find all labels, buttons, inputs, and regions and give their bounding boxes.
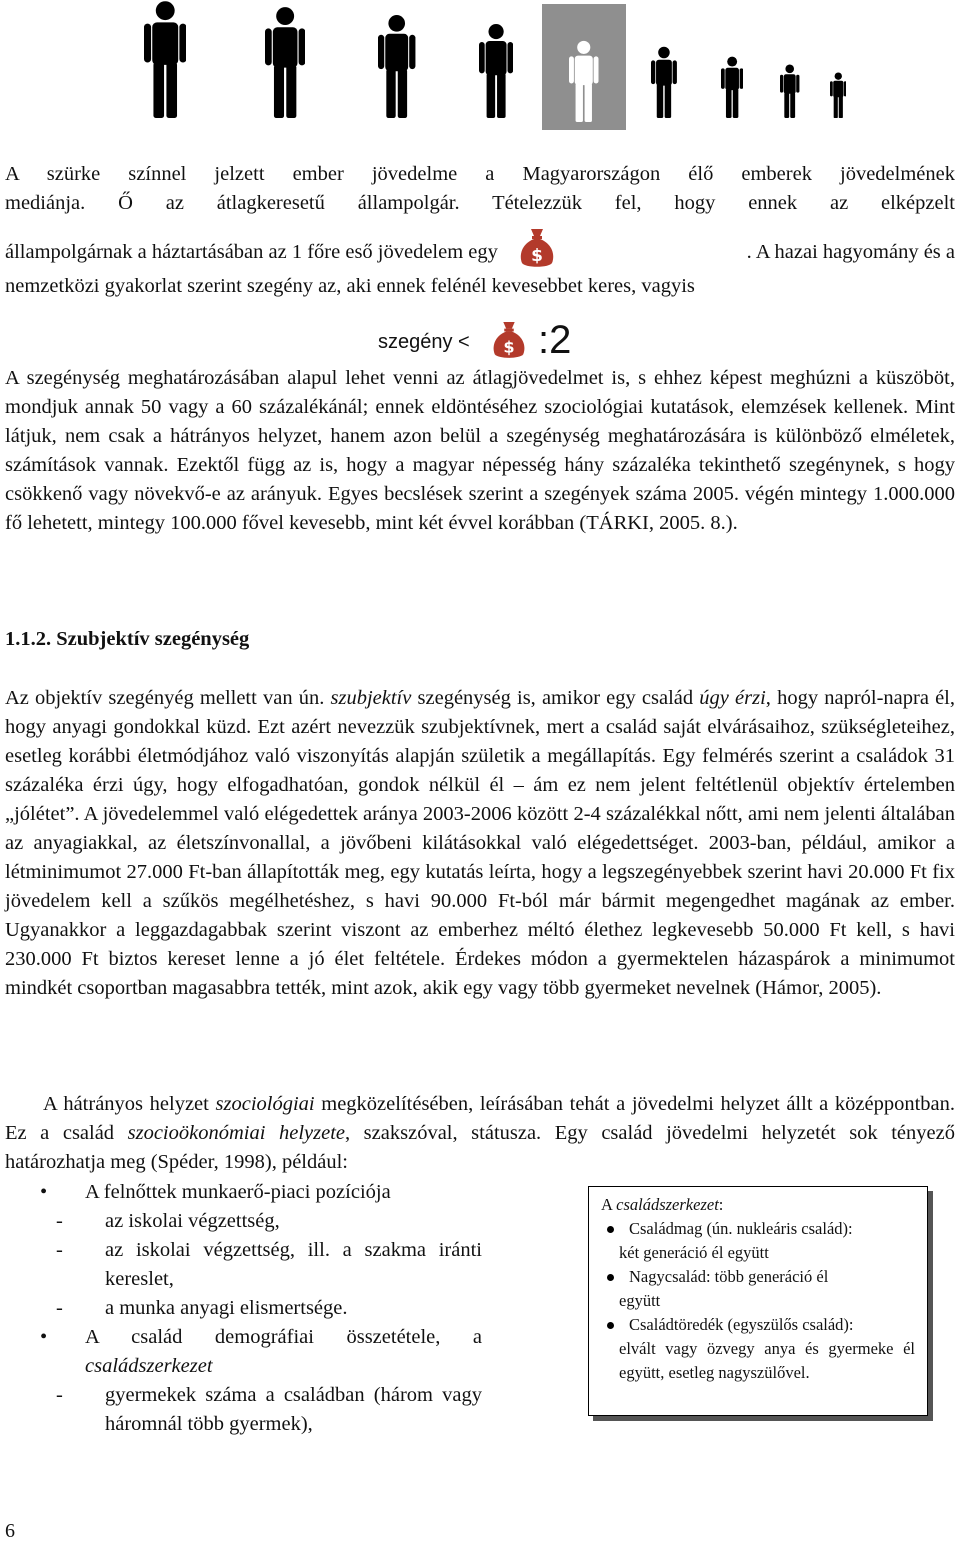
list-item-italic: családszerkezet bbox=[85, 1355, 213, 1377]
box-title-text: A bbox=[601, 1195, 613, 1214]
median-person-icon bbox=[569, 40, 599, 122]
bullet-mark: • bbox=[40, 1326, 48, 1348]
box-item-text: Nagycsalád: több generáció él bbox=[629, 1267, 829, 1286]
dash-mark: - bbox=[56, 1384, 63, 1406]
para3-text-2: megközelítésében, leírásában tehát a jövedelmi helyzet állt a középpontban. Ez a család bbox=[5, 1093, 956, 1144]
box-item bbox=[601, 1313, 915, 1337]
para3-italic-2: szocioökonómiai helyzete bbox=[127, 1122, 345, 1144]
list-item bbox=[30, 1178, 482, 1207]
person-icon bbox=[721, 56, 743, 118]
person-icon bbox=[651, 46, 677, 118]
para2-italic-2: úgy érzi bbox=[699, 687, 766, 709]
list-item-text: a munka anyagi elismertsége. bbox=[105, 1297, 348, 1319]
money-bag-icon bbox=[503, 238, 573, 267]
box-item-cont: együtt bbox=[619, 1291, 661, 1310]
dash-mark: - bbox=[56, 1210, 63, 1232]
list-item-text: gyermekek száma a családban (három vagy háromnál több gyermek), bbox=[105, 1384, 482, 1435]
poverty-formula bbox=[378, 318, 638, 368]
person-icon bbox=[378, 14, 415, 118]
para2-text-2: szegénység is, amikor egy család bbox=[417, 687, 694, 709]
list-item-text: A család demográfiai összetétele, a bbox=[85, 1326, 482, 1348]
paragraph-subjective bbox=[5, 684, 955, 1003]
person-icon bbox=[265, 6, 305, 118]
dash-mark: - bbox=[56, 1239, 63, 1261]
income-figures-row bbox=[0, 0, 960, 135]
list-item-text: A felnőttek munkaerő-piaci pozíciója bbox=[85, 1181, 391, 1203]
para2-italic-1: szubjektív bbox=[330, 687, 412, 709]
svg-text:$: $ bbox=[503, 337, 515, 357]
dash-mark: - bbox=[56, 1297, 63, 1319]
para2-text-3: , hogy napról-napra él, hogy anyagi gondokkal küzd. Ezt azért nevezzük szubjektívnek, mert a család saját elvárásaihoz, szükségleteihez, esetleg korábbi életmódjához való viszonyítás alapján születik a megállapítás. Egy felmérés szerint a családok 31 százaléka érzi úgy, hogy elfogadhatóan, gondok nélkül él – ám ez nem jelent feltétlenül objektív értelemben „jólétet”. A jövedelemmel való elégedettek aránya 2003-2006 között 2-4 százalékkal nőtt, ami nem jelenti általában az anyagiakkal, az életszínvonallal, a jövőbeni kilátásokkal való elégedettséget. 2003-ban, például, amikor a létminimumot 27.000 Ft-ban állapították meg, egy kutatás leírta, hogy a legszegényebbek szerint havi 20.000 Ft fix jövedelem kell a szűkös megélhetéshez, s havi 90.000 Ft-ból már bármit megengedhet magának az ember. Ugyanakkor a leggazdagabbak szerint viszont az emberhez méltó élethez legkevesebb 50.000 Ft kell, s havi 230.000 Ft biztos kereset lenne a jó élet feltétele. Érdekes módon a gyermektelen házaspárok a minimumot mindkét csoportban magasabbra tették, mint azok, akik egy vagy több gyermeket nevelnek (Hámor, 2005). bbox=[5, 687, 956, 999]
box-item-cont: elvált vagy özvegy anya és gyermeke él együtt, esetleg nagyszülővel. bbox=[619, 1339, 915, 1382]
box-title bbox=[601, 1193, 915, 1217]
intro-line-3b: . A hazai hagyomány és a bbox=[746, 241, 955, 263]
formula-right: :2 bbox=[538, 318, 572, 362]
intro-line-1-text: A szürke színnel jelzett ember jövedelme a Magyarországon élő emberek jövedelmének bbox=[5, 163, 955, 185]
box-item-text: Családmag (ún. nukleáris család): bbox=[629, 1219, 853, 1238]
factor-list bbox=[30, 1178, 482, 1439]
para3-italic-1: szociológiai bbox=[215, 1093, 315, 1115]
bullet-dot bbox=[607, 1274, 614, 1281]
box-item bbox=[601, 1265, 915, 1289]
person-icon bbox=[780, 64, 799, 118]
intro-line-3a: állampolgárnak a háztartásában az 1 főre eső jövedelem egy bbox=[5, 241, 498, 263]
list-item bbox=[30, 1323, 482, 1381]
paragraph-sociological bbox=[5, 1090, 955, 1177]
formula-left: szegény < bbox=[378, 331, 470, 353]
intro-line-4: nemzetközi gyakorlat szerint szegény az, aki ennek felénél kevesebbet keres, vagyis bbox=[5, 275, 695, 297]
list-item-text: az iskolai végzettség, bbox=[105, 1210, 280, 1232]
svg-text:$: $ bbox=[531, 246, 543, 266]
box-item-text: Családtöredék (egyszülős család): bbox=[629, 1315, 854, 1334]
person-icon bbox=[479, 23, 513, 118]
para3-text-3: , szakszóval, státusza. Egy család jövedelmi helyzetét sok tényező határozhatja meg (Spéder, 1998), például: bbox=[5, 1122, 955, 1173]
box-item bbox=[601, 1217, 915, 1241]
list-item bbox=[30, 1381, 482, 1439]
box-item-cont: két generáció él együtt bbox=[619, 1243, 769, 1262]
section-heading: 1.1.2. Szubjektív szegénység bbox=[5, 628, 250, 650]
para3-text-1: A hátrányos helyzet bbox=[43, 1093, 209, 1115]
paragraph-threshold: A szegénység meghatározásában alapul lehet venni az átlagjövedelmet is, s ehhez képest meghúzni a küszöböt, mondjuk annak 50 vagy a 60 százalékánál; ennek eldöntéséhez szociológiai kutatások, elemzések kellenek. Mint látjuk, nem csak a hátrányos helyzet, hanem azon belül a szegénység meghatározására is különböző elméletek, számítások vannak. Ezektől függ az is, hogy a magyar népesség hány százaléka tekinthető szegénynek, s hogy csökkenő vagy növekvő-e az arányuk. Egyes becslések szerint a szegények száma 2005. végén mintegy 1.000.000 fő lehetett, mintegy 100.000 fővel kevesebb, mint két évvel korábban (TÁRKI, 2005. 8.). bbox=[5, 367, 955, 534]
para2-text-1: Az objektív szegényég mellett van ún. bbox=[5, 687, 325, 709]
box-title-colon: : bbox=[718, 1195, 724, 1214]
box-title-italic: családszerkezet bbox=[616, 1195, 719, 1214]
list-item bbox=[30, 1236, 482, 1294]
page-number: 6 bbox=[5, 1520, 15, 1542]
family-structure-box bbox=[588, 1186, 928, 1416]
list-item-text: az iskolai végzettség, ill. a szakma iránti kereslet, bbox=[105, 1239, 482, 1290]
intro-line-2-text: mediánja. Ő az átlagkeresetű állampolgár. Tételezzük fel, hogy ennek az elképzelt bbox=[5, 192, 955, 214]
person-icon bbox=[830, 72, 847, 118]
bullet-dot bbox=[607, 1226, 614, 1233]
list-item bbox=[30, 1207, 482, 1236]
bullet-dot bbox=[607, 1322, 614, 1329]
money-bag-icon bbox=[490, 318, 528, 362]
list-item bbox=[30, 1294, 482, 1323]
person-icon bbox=[144, 0, 186, 118]
intro-line-3 bbox=[5, 238, 955, 267]
bullet-mark: • bbox=[40, 1181, 48, 1203]
